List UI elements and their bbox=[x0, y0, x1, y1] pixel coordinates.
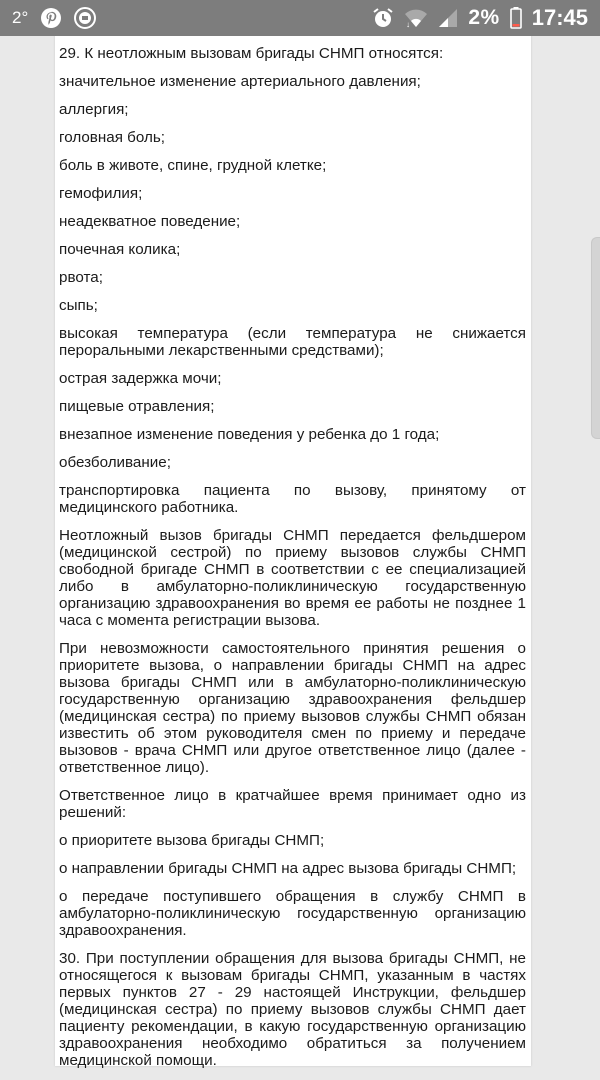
list-item: высокая температура (если температура не снижается пероральными лекарственными средствами); bbox=[59, 325, 526, 359]
temperature-indicator: 2° bbox=[12, 8, 29, 27]
svg-text:↓: ↓ bbox=[406, 20, 411, 29]
list-item: боль в животе, спине, грудной клетке; bbox=[59, 157, 327, 174]
list-item: внезапное изменение поведения у ребенка до 1 года; bbox=[59, 426, 440, 443]
document-text bbox=[59, 30, 526, 1080]
paragraph: 29. К неотложным вызовам бригады СНМП относятся: bbox=[59, 45, 444, 62]
list-item: обезболивание; bbox=[59, 454, 171, 471]
wifi-icon bbox=[404, 8, 428, 28]
list-item: аллергия; bbox=[59, 101, 129, 118]
list-item: транспортировка пациента по вызову, принятому от медицинского работника. bbox=[59, 482, 526, 516]
list-item: о направлении бригады СНМП на адрес вызова бригады СНМП; bbox=[59, 860, 517, 877]
clock: 17:45 bbox=[531, 5, 588, 30]
list-item: значительное изменение артериального давления; bbox=[59, 73, 421, 90]
list-item: о передаче поступившего обращения в службу СНМП в амбулаторно-поликлиническую государственную организацию здравоохранения. bbox=[59, 888, 526, 939]
pinterest-icon bbox=[40, 7, 62, 29]
battery-icon bbox=[510, 7, 522, 29]
status-bar bbox=[0, 0, 600, 36]
paragraph: 30. При поступлении обращения для вызова бригады СНМП, не относящегося к вызовам бригады СНМП, указанным в частях первых пунктов 27 - 29 настоящей Инструкции, фельдшер (медицинская сестра) по приему вызовов службы СНМП дает пациенту рекомендации, в какую государственную организацию здравоохранения необходимо обратиться за получением медицинской помощи. bbox=[59, 950, 526, 1069]
alarm-icon bbox=[372, 7, 394, 29]
list-item: острая задержка мочи; bbox=[59, 370, 222, 387]
scroll-handle[interactable] bbox=[591, 237, 600, 439]
list-item: головная боль; bbox=[59, 129, 165, 146]
list-item: рвота; bbox=[59, 269, 103, 286]
list-item: гемофилия; bbox=[59, 185, 143, 202]
document-page[interactable] bbox=[55, 30, 531, 1069]
list-item: пищевые отравления; bbox=[59, 398, 215, 415]
battery-percentage: 2% bbox=[468, 6, 500, 29]
paragraph: При невозможности самостоятельного принятия решения о приоритете вызова, о направлении бригады СНМП на адрес вызова бригады СНМП или в амбулаторно-поликлиническую государственную организацию здравоохранения фельдшер (медицинская сестра) по приему вызовов службы СНМП обязан известить об этом руководителя смен по приему и передаче вызовов - врача СНМП или другое ответственное лицо (далее - ответственное лицо). bbox=[59, 640, 526, 776]
paragraph: Неотложный вызов бригады СНМП передается фельдшером (медицинской сестрой) по приему вызовов службы СНМП свободной бригаде СНМП в соответствии с ее специализацией либо в амбулаторно-поликлиническую государственную организацию здравоохранения во время ее работы не позднее 1 часа с момента регистрации вызова. bbox=[59, 527, 526, 629]
list-item: сыпь; bbox=[59, 297, 98, 314]
list-item: почечная колика; bbox=[59, 241, 181, 258]
signal-icon bbox=[438, 8, 458, 28]
paragraph: Ответственное лицо в кратчайшее время принимает одно из решений: bbox=[59, 787, 526, 821]
app-badge-icon bbox=[74, 7, 96, 29]
list-item: о приоритете вызова бригады СНМП; bbox=[59, 832, 325, 849]
list-item: неадекватное поведение; bbox=[59, 213, 241, 230]
